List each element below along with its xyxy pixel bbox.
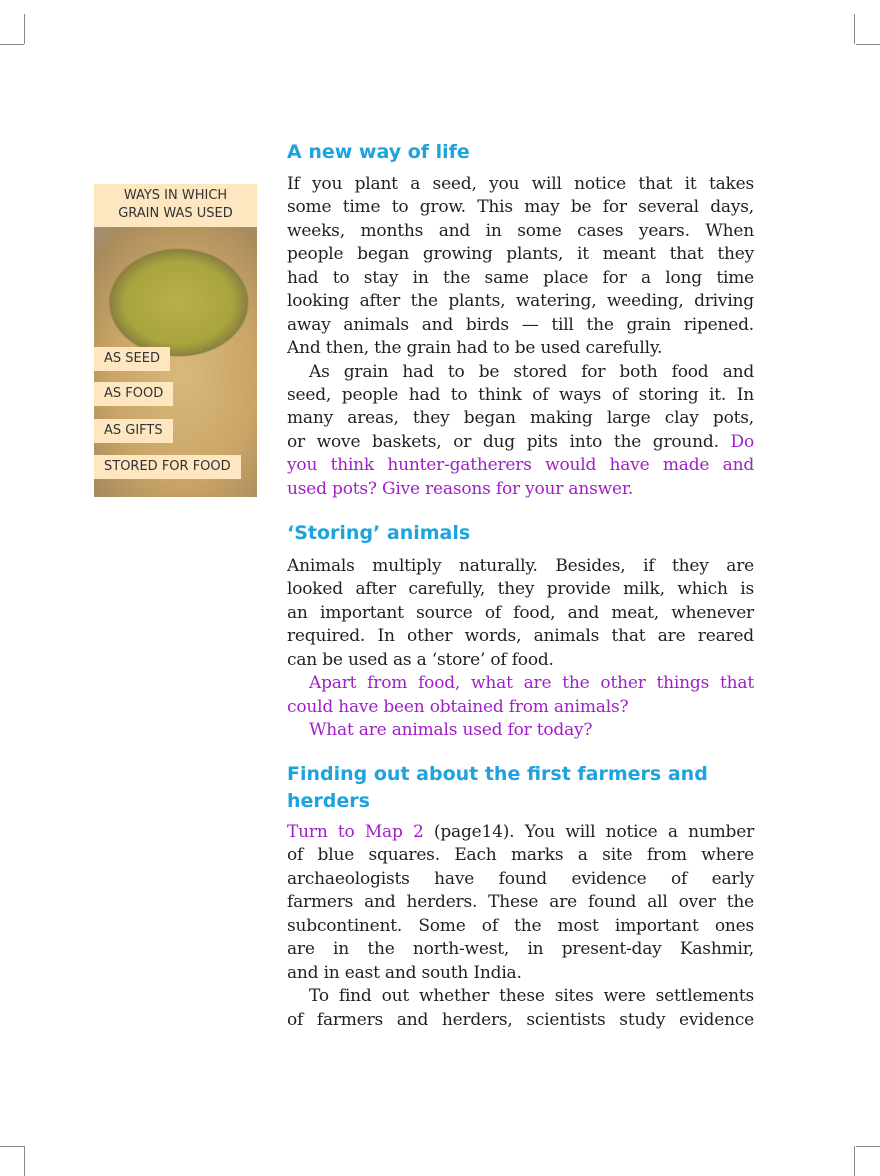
heading-line: Finding out about the first farmers and <box>287 763 708 785</box>
section-body <box>287 555 754 743</box>
text-line <box>287 696 754 719</box>
heading-first-farmers <box>287 761 754 815</box>
text-line <box>287 602 754 625</box>
sidebar-title-line: GRAIN WAS USED <box>118 206 233 221</box>
text-line <box>287 173 754 196</box>
body-text: (page14). You will notice a number <box>423 822 754 842</box>
text-line <box>287 938 754 961</box>
body-text: required. In other words, animals that are reared <box>287 626 754 647</box>
text-line <box>287 478 754 501</box>
label-as-food: AS FOOD <box>94 382 173 406</box>
text-line <box>287 454 754 477</box>
text-line <box>287 891 754 914</box>
grain-uses-sidebar <box>94 184 257 497</box>
text-line <box>287 1009 754 1032</box>
text-line <box>287 384 754 407</box>
text-line <box>287 243 754 266</box>
grain-sack-image <box>94 227 257 497</box>
body-text: an important source of food, and meat, whenever <box>287 602 754 623</box>
text-line <box>287 962 754 985</box>
paragraph <box>287 985 754 1032</box>
paragraph <box>287 361 754 502</box>
label-stored-for-food: STORED FOR FOOD <box>94 455 241 479</box>
crop-mark <box>854 14 855 44</box>
question-text: Do <box>730 431 754 452</box>
text-line <box>287 431 754 454</box>
paragraph <box>287 719 754 742</box>
text-line <box>287 649 754 672</box>
body-text: had to stay in the same place for a long time <box>287 267 754 288</box>
body-text: and in east and south India. <box>287 962 522 983</box>
body-text: looked after carefully, they provide milk, which is <box>287 579 754 600</box>
text-line <box>287 337 754 360</box>
label-as-gifts: AS GIFTS <box>94 419 173 443</box>
body-text: If you plant a seed, you will notice that it takes <box>287 174 754 194</box>
text-line <box>287 985 754 1008</box>
body-text: looking after the plants, watering, weeding, driving <box>287 291 754 312</box>
crop-mark <box>856 44 880 45</box>
crop-mark <box>856 1146 880 1147</box>
body-text: are in the north-west, in present-day Kashmir, <box>287 939 754 960</box>
question-text: could have been obtained from animals? <box>287 696 629 717</box>
text-line <box>287 220 754 243</box>
body-text: some time to grow. This may be for several days, <box>287 197 754 218</box>
body-text: Animals multiply naturally. Besides, if they are <box>287 556 754 576</box>
body-text: many areas, they began making large clay pots, <box>287 408 754 429</box>
paragraph <box>287 173 754 361</box>
body-text: farmers and herders. These are found all over the <box>287 892 754 913</box>
heading-line: herders <box>287 790 370 812</box>
paragraph <box>287 555 754 672</box>
text-line <box>287 267 754 290</box>
question-text: What are animals used for today? <box>309 720 593 741</box>
text-line <box>287 407 754 430</box>
crop-mark <box>0 44 24 45</box>
text-line <box>287 361 754 384</box>
text-line <box>287 555 754 578</box>
heading-storing-animals: ‘Storing’ animals <box>287 522 471 544</box>
body-text: or wove baskets, or dug pits into the ground. <box>287 431 731 452</box>
heading-new-way-of-life: A new way of life <box>287 141 470 163</box>
body-text: As grain had to be stored for both food and <box>309 361 754 382</box>
question-text: you think hunter-gatherers would have made and <box>287 455 754 476</box>
text-line <box>287 821 754 844</box>
body-text: of farmers and herders, scientists study evidence <box>287 1009 754 1030</box>
text-line <box>287 625 754 648</box>
body-text: subcontinent. Some of the most important ones <box>287 915 754 936</box>
text-line <box>287 578 754 601</box>
text-line <box>287 915 754 938</box>
body-text: archaeologists have found evidence of early <box>287 868 754 889</box>
sidebar-title-line: WAYS IN WHICH <box>123 188 228 203</box>
text-line <box>287 868 754 891</box>
body-text: away animals and birds — till the grain ripened. <box>287 314 754 335</box>
crop-mark <box>24 1146 25 1176</box>
text-line <box>287 844 754 867</box>
text-line <box>287 314 754 337</box>
question-text: Turn to Map 2 <box>287 822 424 842</box>
text-line <box>287 719 754 742</box>
body-text: can be used as a ‘store’ of food. <box>287 649 554 670</box>
paragraph <box>287 672 754 719</box>
text-line <box>287 196 754 219</box>
crop-mark <box>854 1146 855 1176</box>
sidebar-title <box>94 184 257 227</box>
question-text: Apart from food, what are the other things that <box>309 673 754 694</box>
section-body <box>287 173 754 501</box>
body-text: And then, the grain had to be used carefully. <box>287 338 663 359</box>
paragraph <box>287 821 754 985</box>
body-text: weeks, months and in some cases years. When <box>287 220 754 241</box>
question-text: used pots? Give reasons for your answer. <box>287 478 634 499</box>
body-text: To find out whether these sites were settlements <box>309 986 754 1007</box>
label-as-seed: AS SEED <box>94 347 170 371</box>
crop-mark <box>0 1146 24 1147</box>
body-text: of blue squares. Each marks a site from where <box>287 845 754 866</box>
crop-mark <box>24 14 25 44</box>
text-line <box>287 672 754 695</box>
body-text: people began growing plants, it meant that they <box>287 244 754 265</box>
body-text: seed, people had to think of ways of storing it. In <box>287 384 754 405</box>
text-line <box>287 290 754 313</box>
section-body <box>287 821 754 1032</box>
